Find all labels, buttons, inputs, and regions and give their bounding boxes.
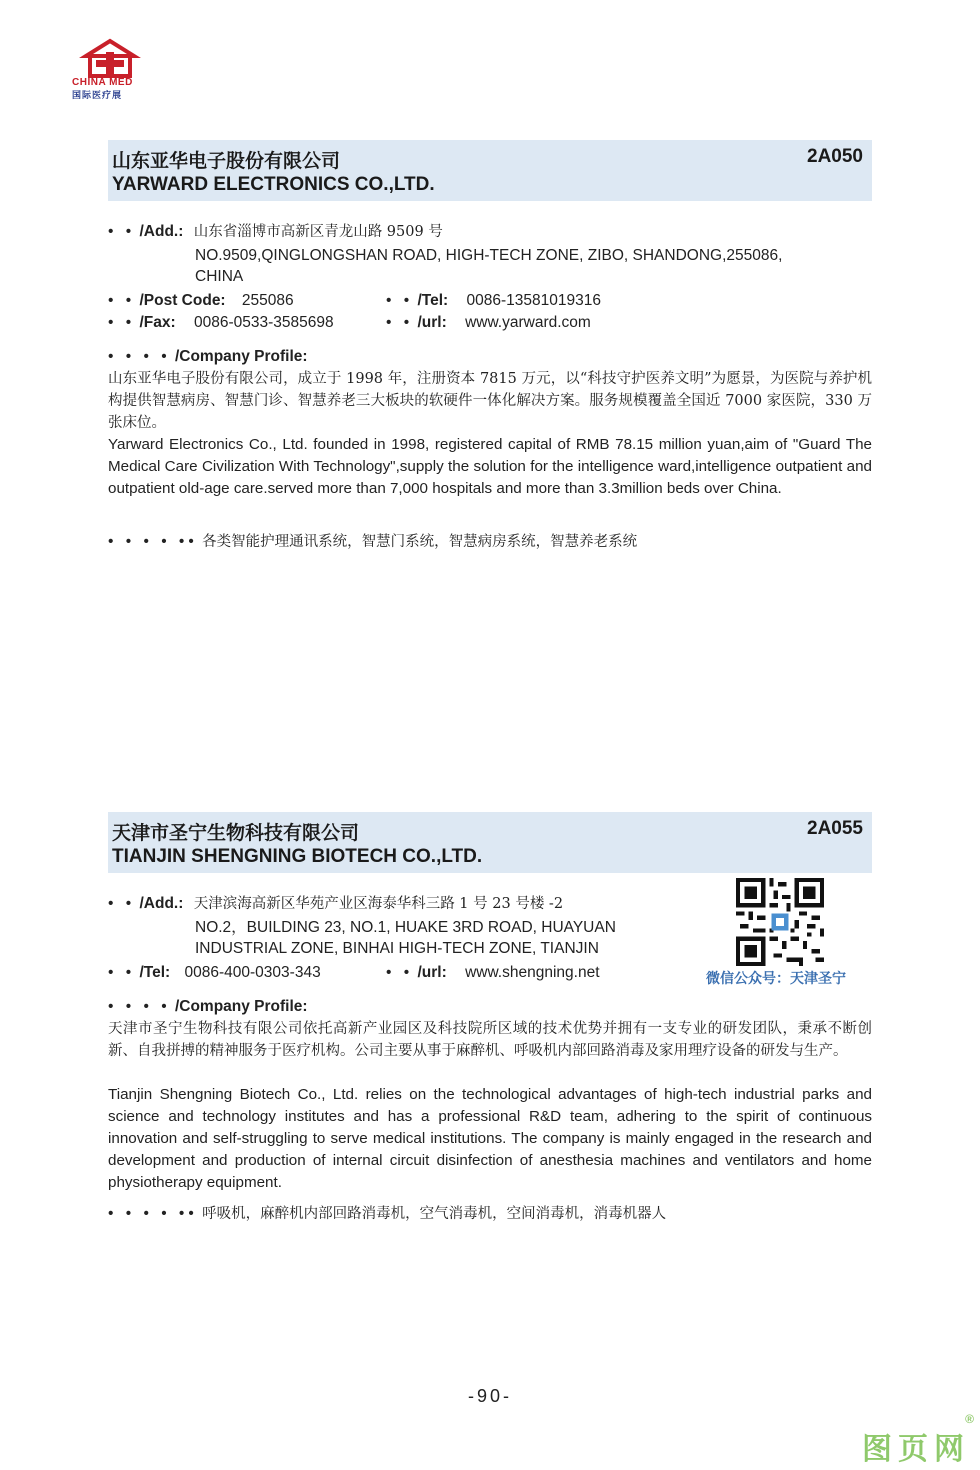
tel-value: 0086-400-0303-343 [184,964,321,981]
address-label: /Add.: [139,895,184,912]
products-list: 呼吸机，麻醉机内部回路消毒机，空气消毒机，空间消毒机，消毒机器人 [202,1206,667,1222]
tel-value: 0086-13581019316 [466,292,601,309]
logo-subtitle: 国际医疗展 [72,90,123,100]
bullet-marks: • • [108,223,136,240]
address-label: /Add.: [139,223,184,240]
company-name-cn: 山东亚华电子股份有限公司 [112,151,341,172]
entry-header [108,812,872,873]
booth-number: 2A050 [807,146,863,167]
booth-number: 2A055 [807,818,863,839]
profile-label-row [108,996,308,1017]
watermark [862,1412,980,1468]
url-link[interactable]: www.shengning.net [465,964,600,981]
company-name-en: YARWARD ELECTRONICS CO.,LTD. [112,174,435,195]
profile-cn: 天津市圣宁生物科技有限公司依托高新产业园区及科技院所区域的技术优势并拥有一支专业的研发团队，秉承不断创新、自我拼搏的精神服务于医疗机构。公司主要从事于麻醉机、呼吸机内部回路消毒及家用理疗设备的研发与生产。 [108,1021,872,1059]
profile-label: /Company Profile: [174,348,308,365]
bullet-marks: • • [108,292,136,309]
company-name-en: TIANJIN SHENGNING BIOTECH CO.,LTD. [112,846,483,867]
bullet-marks: • • [386,964,414,981]
products-row [108,1203,666,1225]
fax-value: 0086-0533-3585698 [193,314,334,331]
exhibitor-entry-shengning [108,812,872,1222]
exhibitor-entry-yarward [108,140,872,550]
bullet-marks: • • • • [108,348,171,365]
fax-row [108,312,334,333]
tel-label: /Tel: [139,964,171,981]
bullet-marks: • • [108,964,136,981]
registered-mark: ® [965,1412,980,1426]
products-row [108,531,637,553]
tel-row [386,290,601,311]
url-label: /url: [417,314,447,331]
tel-label: /Tel: [417,292,449,309]
bullet-marks: • • • • [108,998,171,1015]
page-number: -90- [467,1386,512,1406]
address-en-line1: NO.2，BUILDING 23, NO.1, HUAKE 3RD ROAD, HUAYUAN [195,919,616,936]
postcode-value: 255086 [241,292,294,309]
bullet-marks: • • [108,895,136,912]
profile-en: Yarward Electronics Co., Ltd. founded in 1998, registered capital of RMB 78.15 million yuan,aim of "Guard The Medical Care Civilization With Technology",supply the solution for the intelligence ward,intelligence outpatient and outpatient old-age care.served more than 7,000 hospitals and more than 3.3million beds over China. [108,436,872,497]
qr-caption: 微信公众号：天津圣宁 [706,970,846,986]
address-en-line2: CHINA [195,268,244,285]
url-row [386,312,591,333]
products-prefix: • • • • •• [108,533,198,550]
url-row [386,962,600,983]
address-cn: 天津滨海高新区华苑产业区海泰华科三路 1 号 23 号楼 -2 [193,896,564,912]
url-label: /url: [417,964,447,981]
postcode-row [108,290,294,311]
address-row [108,893,563,915]
bullet-marks: • • [386,314,414,331]
url-link[interactable]: www.yarward.com [465,314,591,331]
wechat-qr-code-icon[interactable] [736,878,824,966]
profile-cn: 山东亚华电子股份有限公司，成立于 1998 年，注册资本 7815 万元，以“科技守护医养文明”为愿景，为医院与养护机构提供智慧病房、智慧门诊、智慧养老三大板块的软硬件一体化解决方案。服务规模覆盖全国近 7000 家医院，330 万张床位。 [108,371,872,431]
profile-label-row [108,346,308,367]
bullet-marks: • • [108,314,136,331]
fax-label: /Fax: [139,314,176,331]
address-en-line2: INDUSTRIAL ZONE, BINHAI HIGH-TECH ZONE, TIANJIN [195,940,599,957]
bullet-marks: • • [386,292,414,309]
company-name-cn: 天津市圣宁生物科技有限公司 [112,823,360,844]
address-cn: 山东省淄博市高新区青龙山路 9509 号 [193,224,443,240]
postcode-label: /Post Code: [139,292,226,309]
entry-header [108,140,872,201]
house-cross-icon [70,38,150,78]
logo-brand: CHINA MED [72,77,133,88]
profile-en: Tianjin Shengning Biotech Co., Ltd. relies on the technological advantages of high-tech industrial parks and science and technology institutes and has a professional R&D team, adhering to the spirit of continuous innovation and self-struggling to serve medical institutions. The company is mainly engaged in the research and development and production of internal circuit disinfection of anesthesia machines and ventilators and home physiotherapy equipment. [108,1086,872,1191]
china-med-logo [70,38,150,100]
tel-row [108,962,321,983]
address-row [108,221,443,243]
address-en-line1: NO.9509,QINGLONGSHAN ROAD, HIGH-TECH ZONE, ZIBO, SHANDONG,255086, [195,247,783,264]
profile-label: /Company Profile: [174,998,308,1015]
products-prefix: • • • • •• [108,1205,198,1222]
watermark-text: 图页网 [862,1433,970,1466]
products-list: 各类智能护理通讯系统，智慧门系统，智慧病房系统，智慧养老系统 [202,534,638,550]
